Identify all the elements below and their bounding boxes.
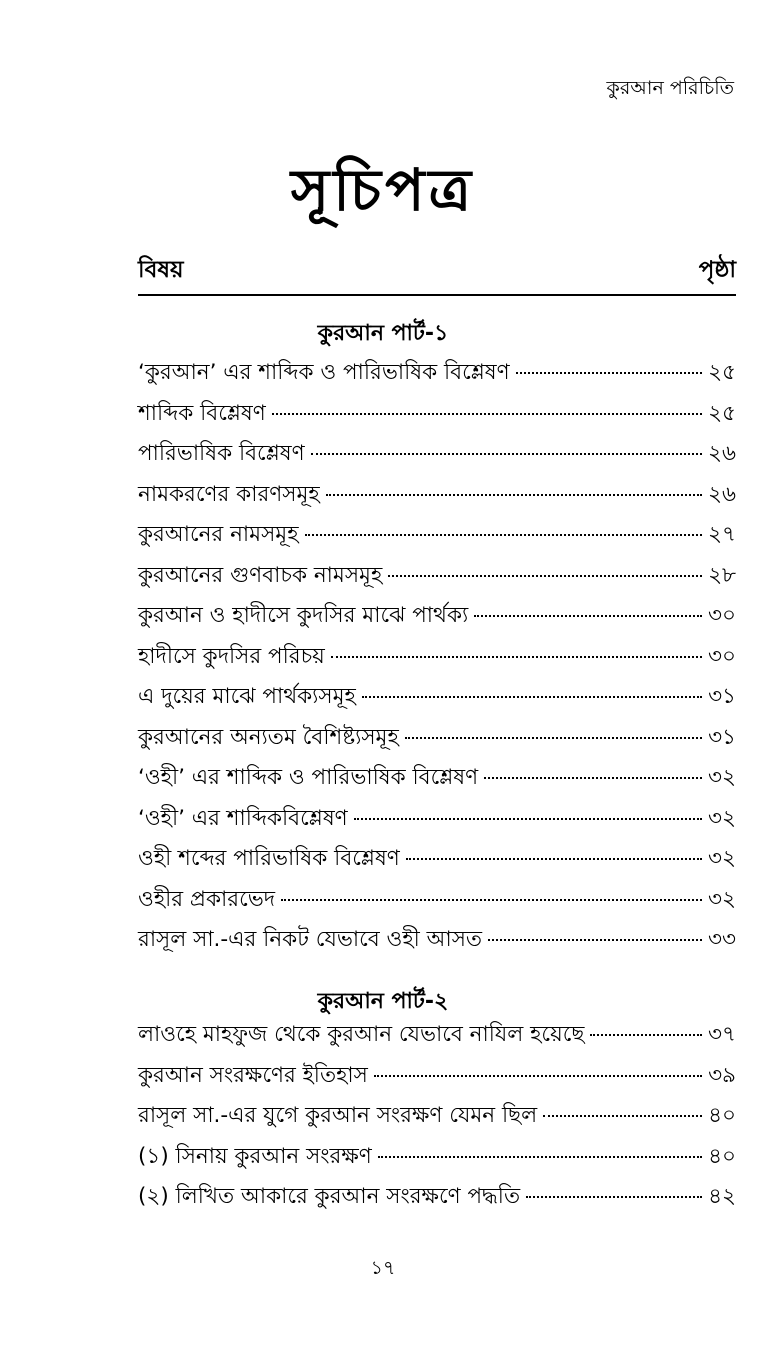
toc-entry xyxy=(138,1099,736,1140)
toc-entry xyxy=(138,1140,736,1181)
dot-leader xyxy=(543,1115,702,1117)
column-header-row xyxy=(138,258,736,296)
dot-leader xyxy=(311,453,702,455)
toc-entry xyxy=(138,1018,736,1059)
toc-entry-label: কুরআন ও হাদীসে কুদসির মাঝে পার্থক্য xyxy=(138,603,469,628)
toc-entry-label: ‘ওহী’ এর শাব্দিকবিশ্লেষণ xyxy=(138,805,348,831)
toc-entry-label: (২) লিখিত আকারে কুরআন সংরক্ষণে পদ্ধতি xyxy=(138,1184,521,1209)
toc-entry xyxy=(138,356,736,397)
toc-entry-page: ৩২ xyxy=(708,805,736,831)
toc-entry-page: ৩৩ xyxy=(708,927,736,952)
dot-leader xyxy=(331,656,702,658)
dot-leader xyxy=(362,696,702,698)
toc-entry xyxy=(138,478,736,519)
toc-entry xyxy=(138,721,736,762)
dot-leader xyxy=(474,615,702,617)
dot-leader xyxy=(516,372,702,374)
dot-leader xyxy=(484,777,702,779)
toc-entry-page: ৩৯ xyxy=(708,1062,736,1088)
dot-leader xyxy=(590,1034,702,1036)
section-title-part-1: কুরআন পার্ট-১ xyxy=(317,321,449,346)
dot-leader xyxy=(378,1156,702,1158)
toc-entry-label: রাসূল সা.-এর নিকট যেভাবে ওহী আসত xyxy=(138,927,483,952)
toc-entry-page: ২৭ xyxy=(708,522,736,547)
toc-entry-page: ৩০ xyxy=(708,643,736,669)
toc-entry-page: ২৬ xyxy=(708,441,736,466)
toc-entry-page: ৩৭ xyxy=(708,1022,736,1047)
page-column-header: পৃষ্ঠা xyxy=(698,257,736,283)
toc-entry-page: ৩২ xyxy=(708,765,736,790)
toc-entry-label: কুরআনের গুণবাচক নামসমূহ xyxy=(138,562,383,588)
toc-entry-label: ‘ওহী’ এর শাব্দিক ও পারিভাষিক বিশ্লেষণ xyxy=(138,765,479,790)
toc-entry-label: লাওহে মাহফুজ থেকে কুরআন যেভাবে নাযিল হয়েছে xyxy=(138,1022,585,1047)
dot-leader xyxy=(281,899,702,901)
toc-entry xyxy=(138,437,736,478)
toc-entry xyxy=(138,802,736,843)
dot-leader xyxy=(405,737,702,739)
toc-entry-page: ৩২ xyxy=(708,846,736,871)
toc-entry-page: ৩১ xyxy=(708,724,736,750)
toc-entry xyxy=(138,397,736,438)
toc-entry-label: পারিভাষিক বিশ্লেষণ xyxy=(138,441,305,466)
dot-leader xyxy=(406,858,702,860)
toc-entry-page: ২৫ xyxy=(708,400,736,426)
toc-list-part-1 xyxy=(138,356,736,964)
title-area xyxy=(0,140,766,260)
toc-entry-label: কুরআনের অন্যতম বৈশিষ্ট্যসমূহ xyxy=(138,724,399,750)
dot-leader xyxy=(272,413,702,415)
dot-leader xyxy=(305,534,703,536)
toc-entry-label: ‘কুরআন’ এর শাব্দিক ও পারিভাষিক বিশ্লেষণ xyxy=(138,360,510,385)
toc-entry xyxy=(138,559,736,600)
toc-entry-page: ৪২ xyxy=(708,1184,736,1209)
toc-entry-page: ২৫ xyxy=(708,360,736,385)
toc-entry-label: শাব্দিক বিশ্লেষণ xyxy=(138,400,266,426)
page-number: ১৭ xyxy=(370,1257,396,1279)
toc-entry-page: ৪০ xyxy=(708,1143,736,1169)
toc-entry-page: ২৮ xyxy=(708,562,736,588)
toc-entry-page: ৪০ xyxy=(708,1103,736,1128)
toc-entry-label: ওহীর প্রকারভেদ xyxy=(138,886,276,912)
toc-entry-label: কুরআনের নামসমূহ xyxy=(138,522,299,547)
toc-entry-label: হাদীসে কুদসির পরিচয় xyxy=(138,643,325,669)
dot-leader xyxy=(488,939,702,941)
toc-entry xyxy=(138,883,736,924)
toc-entry-label: নামকরণের কারণসমূহ xyxy=(138,481,320,507)
toc-entry xyxy=(138,1180,736,1221)
toc-entry xyxy=(138,842,736,883)
toc-entry-label: (১) সিনায় কুরআন সংরক্ষণ xyxy=(138,1143,372,1169)
dot-leader xyxy=(354,818,702,820)
toc-entry xyxy=(138,1059,736,1100)
toc-entry-page: ৩০ xyxy=(708,603,736,628)
toc-entry-label: ওহী শব্দের পারিভাষিক বিশ্লেষণ xyxy=(138,846,400,871)
toc-entry xyxy=(138,518,736,559)
toc-entry xyxy=(138,599,736,640)
toc-entry-label: রাসূল সা.-এর যুগে কুরআন সংরক্ষণ যেমন ছিল xyxy=(138,1103,538,1128)
toc-entry-page: ৩২ xyxy=(708,886,736,912)
page-title: সূচিপত্র xyxy=(290,156,476,224)
toc-list-part-2 xyxy=(138,1018,736,1221)
toc-entry-label: কুরআন সংরক্ষণের ইতিহাস xyxy=(138,1062,368,1088)
toc-entry xyxy=(138,640,736,681)
toc-entry-page: ৩১ xyxy=(708,684,736,709)
section-title-part-2: কুরআন পার্ট-২ xyxy=(317,989,449,1014)
dot-leader xyxy=(526,1196,702,1198)
toc-entry-page: ২৬ xyxy=(708,481,736,507)
dot-leader xyxy=(374,1075,702,1077)
dot-leader xyxy=(326,494,702,496)
toc-entry xyxy=(138,923,736,964)
running-header: কুরআন পরিচিতি xyxy=(606,77,734,99)
topic-column-header: বিষয় xyxy=(138,257,184,283)
toc-entry xyxy=(138,680,736,721)
toc-entry xyxy=(138,761,736,802)
toc-entry-label: এ দুয়ের মাঝে পার্থক্যসমূহ xyxy=(138,684,356,709)
dot-leader xyxy=(388,575,702,577)
